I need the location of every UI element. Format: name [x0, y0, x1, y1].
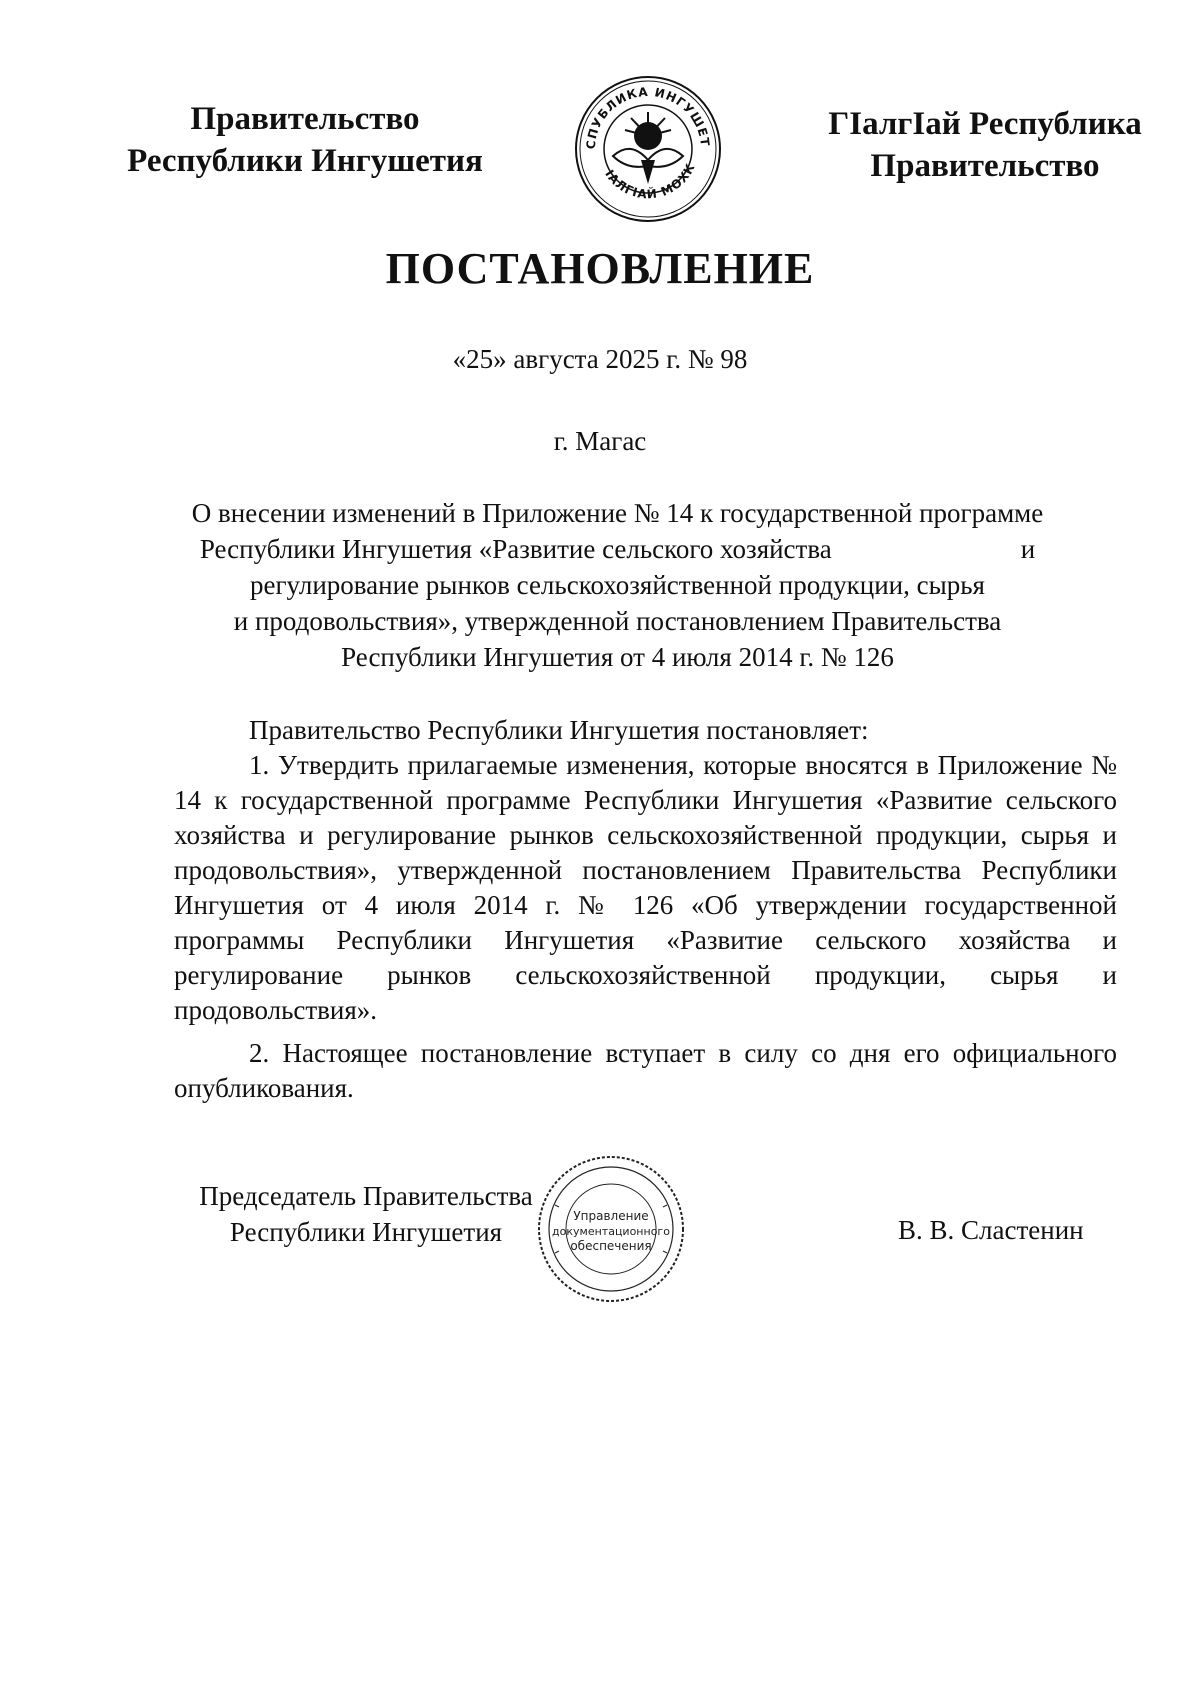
subject-line: и продовольствия», утвержденной постановлением Правительства [233, 606, 1002, 636]
header-left-line2: Республики Ингушетия [127, 143, 483, 179]
header-left-line1: Правительство [190, 101, 420, 137]
header-right-line1: ГIалгIай Республика [828, 106, 1142, 142]
svg-text:документационного: документационного [552, 1225, 670, 1238]
subject-line: Республики Ингушетия «Развитие сельского хозяйства и [199, 534, 1036, 564]
body-item-2: 2. Настоящее постановление вступает в силу со дня его официального опубликования. [174, 1038, 1117, 1103]
subject-line: Республики Ингушетия от 4 июля 2014 г. № 126 [341, 642, 894, 672]
document-date-number: «25» августа 2025 г. № 98 [452, 344, 748, 374]
signer-title-line2: Республики Ингушетия [229, 1217, 503, 1247]
document-subject [170, 495, 1065, 675]
header-right [795, 103, 1175, 187]
document-type-title: ПОСТАНОВЛЕНИЕ [385, 244, 815, 293]
header-right-line2: Правительство [870, 148, 1100, 184]
svg-text:Управление: Управление [573, 1209, 649, 1223]
subject-line: О внесении изменений в Приложение № 14 к государственной программе [191, 498, 1044, 528]
signer-title-line1: Председатель Правительства [199, 1181, 533, 1211]
state-emblem-icon [573, 74, 723, 224]
signer-title [186, 1178, 546, 1250]
svg-text:РЕСПУБЛИКА ИНГУШЕТИЯ: СПУБЛИКА ИНГУШЕТ [583, 84, 713, 150]
header-left [105, 98, 505, 182]
body-intro: Правительство Республики Ингушетия постановляет: [249, 715, 869, 745]
body-item-1: 1. Утвердить прилагаемые изменения, которые вносятся в Приложение № 14 к государственной программе Республики Ингушетия «Развитие сельского хозяйства и регулирование рынков сельскохозяйственной продукции, сырья и продовольствия», утвержденной постановлением Правительства Республики Ингушетия от 4 июля 2014 г. № 126 «Об утверждении государственной программы Республики Ингушетия «Развитие сельского хозяйства и регулирование рынков сельскохозяйственной продукции, сырья и продовольствия». [174, 750, 1117, 1025]
svg-text:обеспечения: обеспечения [570, 1239, 652, 1253]
svg-text:ГIАЛГIАЙ МОХК: IАЛГIАЙ МОХК [602, 160, 698, 202]
office-stamp-icon [535, 1153, 687, 1305]
signer-name: В. В. Сластенин [898, 1215, 1084, 1245]
subject-line: регулирование рынков сельскохозяйственной продукции, сырья [250, 570, 985, 600]
document-city: г. Магас [553, 426, 647, 456]
